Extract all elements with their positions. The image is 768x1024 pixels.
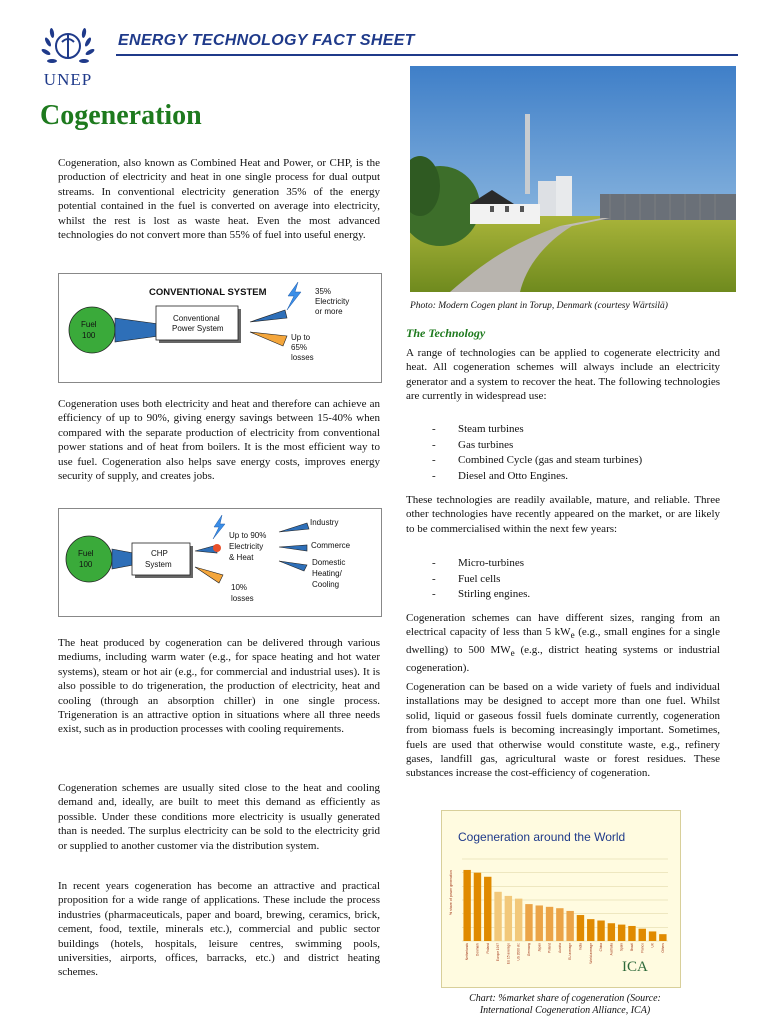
cogen-plant-photo <box>410 66 736 292</box>
diagram1-out2-line1: Up to <box>291 333 311 342</box>
applications-paragraph: In recent years cogeneration has become an attractive and practical proposition for a wide range of applications. These include the process industries (pharmaceuticals, paper and board, brewing, ceramics, brick, cement, food, textile, minerals etc.), commercial and public sector buildings (hotels, hospitals, leisure centres, swimming pools, universities, airports, offices, barracks, etc.) and district heating schemes. <box>58 880 380 979</box>
diagram1-box-line1: Conventional <box>173 314 220 323</box>
diagram2-fuel-label: Fuel <box>78 549 94 558</box>
chart-bar <box>556 908 563 941</box>
unep-logo <box>36 22 100 92</box>
chart-bar <box>628 926 635 941</box>
chart-category-label: Spain <box>619 943 624 952</box>
sizes-text-b: (e.g., small engines for a single dwelling) to 500 MW <box>406 626 720 656</box>
diagram1-title: CONVENTIONAL SYSTEM <box>149 287 267 298</box>
subscript-e: e <box>510 648 515 659</box>
chart-bar <box>639 929 646 941</box>
list-item: - Gas turbines <box>458 438 642 454</box>
sizes-text-a: Cogeneration schemes can have different sizes, ranging from an electrical capacity of less than 5 kW <box>406 612 720 639</box>
emerging-technologies-paragraph: These technologies are readily available, mature, and reliable. Three other technologies have recently appeared on the market, or are likely to be commercialised within the next few years: <box>406 494 720 535</box>
diagram2-box-line1: CHP <box>151 549 168 558</box>
diagram2-out1-line3: & Heat <box>229 553 254 562</box>
diagram2-out2-line2: losses <box>231 594 254 603</box>
chart-bar <box>597 921 604 942</box>
list-item: - Steam turbines <box>458 422 642 438</box>
chart-category-label: India <box>578 943 583 950</box>
chart-bar <box>587 919 594 941</box>
list-item: - Diesel and Otto Engines. <box>458 469 642 485</box>
list-item: - Stirling engines. <box>458 587 530 603</box>
chart-category-label: Others <box>660 943 665 953</box>
chart-bar <box>463 870 470 941</box>
photo-caption: Photo: Modern Cogen plant in Torup, Denmark (courtesy Wärtsilä) <box>410 301 668 311</box>
chart-bar <box>484 877 491 941</box>
diagram2-out2-line1: 10% <box>231 583 248 592</box>
chart-category-label: EU average <box>568 943 573 960</box>
diagram2-out1-line2: Electricity <box>229 542 264 551</box>
chart-bar <box>608 923 615 941</box>
chart-bar <box>505 896 512 941</box>
chart-caption-line1: Chart: %market share of cogeneration (Source: <box>469 993 661 1004</box>
chart-category-label: Denmark <box>475 943 480 956</box>
chart-bar <box>566 911 573 941</box>
org-name: UNEP <box>43 70 93 89</box>
chart-category-label: China <box>599 943 604 952</box>
chart-caption-line2: International Cogeneration Alliance, ICA) <box>479 1005 651 1016</box>
diagram2-box-line2: System <box>145 560 172 569</box>
section-heading-technology: The Technology <box>406 326 486 340</box>
chart-bar <box>546 907 553 941</box>
chart-bar <box>577 915 584 941</box>
diagram1-fuel-label: Fuel <box>81 320 97 329</box>
list-item: - Micro-turbines <box>458 556 530 572</box>
fact-sheet-title: ENERGY TECHNOLOGY FACT SHEET <box>118 32 415 49</box>
diagram2-use-commerce: Commerce <box>311 541 351 550</box>
chart-category-label: Australia <box>609 943 614 956</box>
chart-category-label: France <box>640 943 645 953</box>
chart-category-label: Europe 1997 <box>496 943 501 962</box>
diagram1-out2-line3: losses <box>291 353 314 362</box>
diagram2-use-industry: Industry <box>310 518 339 527</box>
chart-bar <box>494 892 501 941</box>
chart-category-label: Germany <box>526 943 531 957</box>
chart-category-label: EU 15 average <box>506 943 511 965</box>
chart-bar <box>618 925 625 941</box>
diagram1-fuel-value: 100 <box>82 331 96 340</box>
chart-category-label: World average <box>588 943 593 964</box>
chp-system-diagram <box>58 508 382 617</box>
diagram1-out1-line1: 35% <box>315 287 332 296</box>
chart-category-label: Netherlands <box>465 943 470 961</box>
chart-bar <box>515 899 522 941</box>
emerging-technologies-list <box>458 556 530 603</box>
scheme-sizes-paragraph <box>406 611 720 675</box>
chart-bar <box>474 873 481 941</box>
chart-category-label: Brazil <box>629 943 634 951</box>
chart-category-label: Poland <box>547 943 552 953</box>
chart-bar <box>649 931 656 941</box>
conventional-system-diagram <box>58 273 382 383</box>
cogeneration-world-chart <box>441 810 681 988</box>
intro-paragraph: Cogeneration, also known as Combined Heat and Power, or CHP, is the production of electricity and heat in one single process for dual output streams. In conventional electricity generation 35% of the energy potential contained in the fuel is converted on average into electricity, whilst the rest is lost as waste heat. Even the most advanced technologies do not convert more than 55% of fuel into useful energy. <box>58 157 380 242</box>
diagram1-out1-line3: or more <box>315 307 343 316</box>
diagram1-out1-line2: Electricity <box>315 297 350 306</box>
diagram2-use3-line2: Heating/ <box>312 569 342 578</box>
diagram1-out2-line2: 65% <box>291 343 308 352</box>
diagram2-out1-line1: Up to 90% <box>229 531 267 540</box>
current-technologies-list <box>458 422 642 484</box>
chart-bar <box>525 904 532 941</box>
technology-intro-paragraph: A range of technologies can be applied to cogenerate electricity and heat. All cogeneration schemes will always include an electricity generator and a system to recover the heat. The following technologies are currently in widespread use: <box>406 347 720 403</box>
subscript-e: e <box>570 630 575 641</box>
trigeneration-paragraph: The heat produced by cogeneration can be delivered through various mediums, including warm water (e.g., for space heating and hot water systems), steam or hot air (e.g., for commercial and industrial uses). It is also possible to do trigeneration, the production of electricity, heat and cooling (through an absorption chiller) in one single process. Trigeneration is an attractive option in situations where all three needs exist, such as in production processes with cooling requirements. <box>58 637 380 736</box>
list-item: - Fuel cells <box>458 572 530 588</box>
sizes-text-c: (e.g., district heating systems or industrial cogeneration). <box>406 644 720 674</box>
chart-caption <box>430 993 700 1017</box>
ica-logo-text: ICA <box>622 959 648 975</box>
chart-category-label: Austria <box>557 943 562 953</box>
chart-bar <box>536 905 543 941</box>
chart-category-label: Finland <box>485 943 490 954</box>
list-item: - Combined Cycle (gas and steam turbines) <box>458 453 642 469</box>
header-divider <box>116 54 738 56</box>
siting-paragraph: Cogeneration schemes are usually sited close to the heat and cooling demand and, ideally, are built to meet this demand as efficiently as possible. Under these conditions more electricity is usually generated than is needed. The surplus electricity can be sold to the electricity grid or supplied to another customer via the distribution system. <box>58 782 380 852</box>
chart-y-axis-label: % share of power generation <box>449 870 453 915</box>
chart-category-label: UK <box>650 943 655 948</box>
chart-bar <box>659 934 666 941</box>
page-title: Cogeneration <box>40 100 202 131</box>
diagram2-use3-line1: Domestic <box>312 558 346 567</box>
chart-category-label: US 2000 etc <box>516 943 521 961</box>
diagram1-box-line2: Power System <box>172 324 224 333</box>
diagram2-fuel-value: 100 <box>79 560 93 569</box>
chart-category-label: Japan <box>537 943 542 952</box>
fuels-paragraph: Cogeneration can be based on a wide variety of fuels and individual installations may be designed to accept more than one fuel. Whilst solid, liquid or gaseous fossil fuels dominate currently, cogeneration from biomass fuels is becoming increasingly important. Sometimes, fuels are used that otherwise would constitute waste, e.g., refinery gases, landfill gas, agricultural waste or forest residues. These substances increase the cost-efficiency of cogeneration. <box>406 681 720 780</box>
chart-title: Cogeneration around the World <box>458 830 626 844</box>
diagram2-use3-line3: Cooling <box>312 580 340 589</box>
efficiency-paragraph: Cogeneration uses both electricity and heat and therefore can achieve an efficiency of up to 90%, giving energy savings between 15-40% when compared with the separate production of electricity from conventional power stations and of heat from boilers. It is the most efficient way to use fuel. Cogeneration also helps save energy costs, improves energy security of supply, and creates jobs. <box>58 398 380 483</box>
